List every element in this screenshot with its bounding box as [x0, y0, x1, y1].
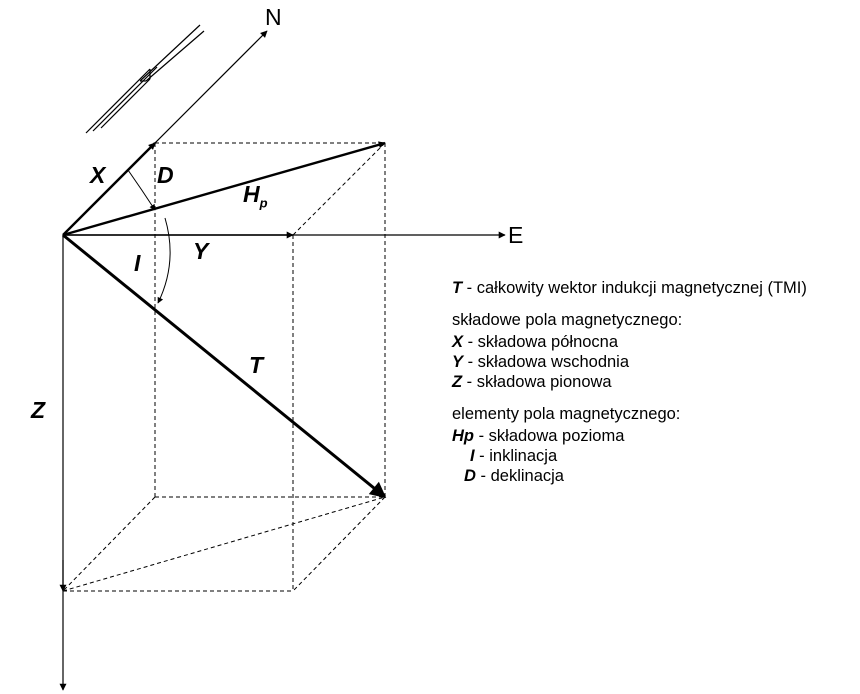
x-label: X — [90, 162, 106, 188]
legend-item-i — [452, 446, 807, 466]
inclination-arc — [158, 218, 170, 303]
hp-label — [243, 183, 268, 210]
east-label: E — [508, 222, 524, 248]
legend-text: - składowa wschodnia — [463, 353, 630, 371]
y-label: Y — [193, 238, 209, 264]
d-label: D — [157, 162, 174, 188]
north-symbol-icon — [86, 25, 204, 133]
legend-text: - składowa pionowa — [462, 373, 612, 391]
legend-item-y — [452, 352, 807, 372]
legend-text: - inklinacja — [474, 447, 558, 465]
legend-symbol: I — [470, 447, 475, 465]
hp-label-main: H — [243, 181, 260, 207]
declination-arc — [128, 170, 155, 210]
legend-text: - deklinacja — [475, 467, 564, 485]
legend — [452, 278, 807, 486]
hp-label-sub: p — [259, 195, 268, 211]
hp-vector — [63, 143, 385, 235]
t-vector — [63, 235, 385, 497]
legend-item-hp — [452, 426, 807, 446]
legend-symbol: Z — [452, 373, 463, 391]
legend-symbol: Y — [452, 353, 464, 371]
legend-text: - składowa pozioma — [474, 427, 625, 445]
i-label: I — [134, 250, 141, 276]
z-label: Z — [31, 397, 46, 423]
legend-symbol: T — [452, 279, 463, 297]
legend-symbol: Hp — [452, 427, 474, 445]
legend-text: - całkowity wektor indukcji magnetycznej (TMI) — [462, 279, 807, 297]
legend-item-z — [452, 372, 807, 392]
legend-item-x — [452, 332, 807, 352]
north-label: N — [265, 4, 282, 30]
legend-symbol: D — [464, 467, 476, 485]
legend-symbol: X — [452, 333, 464, 351]
legend-components-heading: składowe pola magnetycznego: — [452, 311, 683, 329]
t-label: T — [249, 352, 264, 378]
legend-total — [452, 278, 807, 298]
legend-item-d — [452, 466, 807, 486]
legend-elements-heading: elementy pola magnetycznego: — [452, 405, 681, 423]
legend-text: - składowa północna — [463, 333, 619, 351]
